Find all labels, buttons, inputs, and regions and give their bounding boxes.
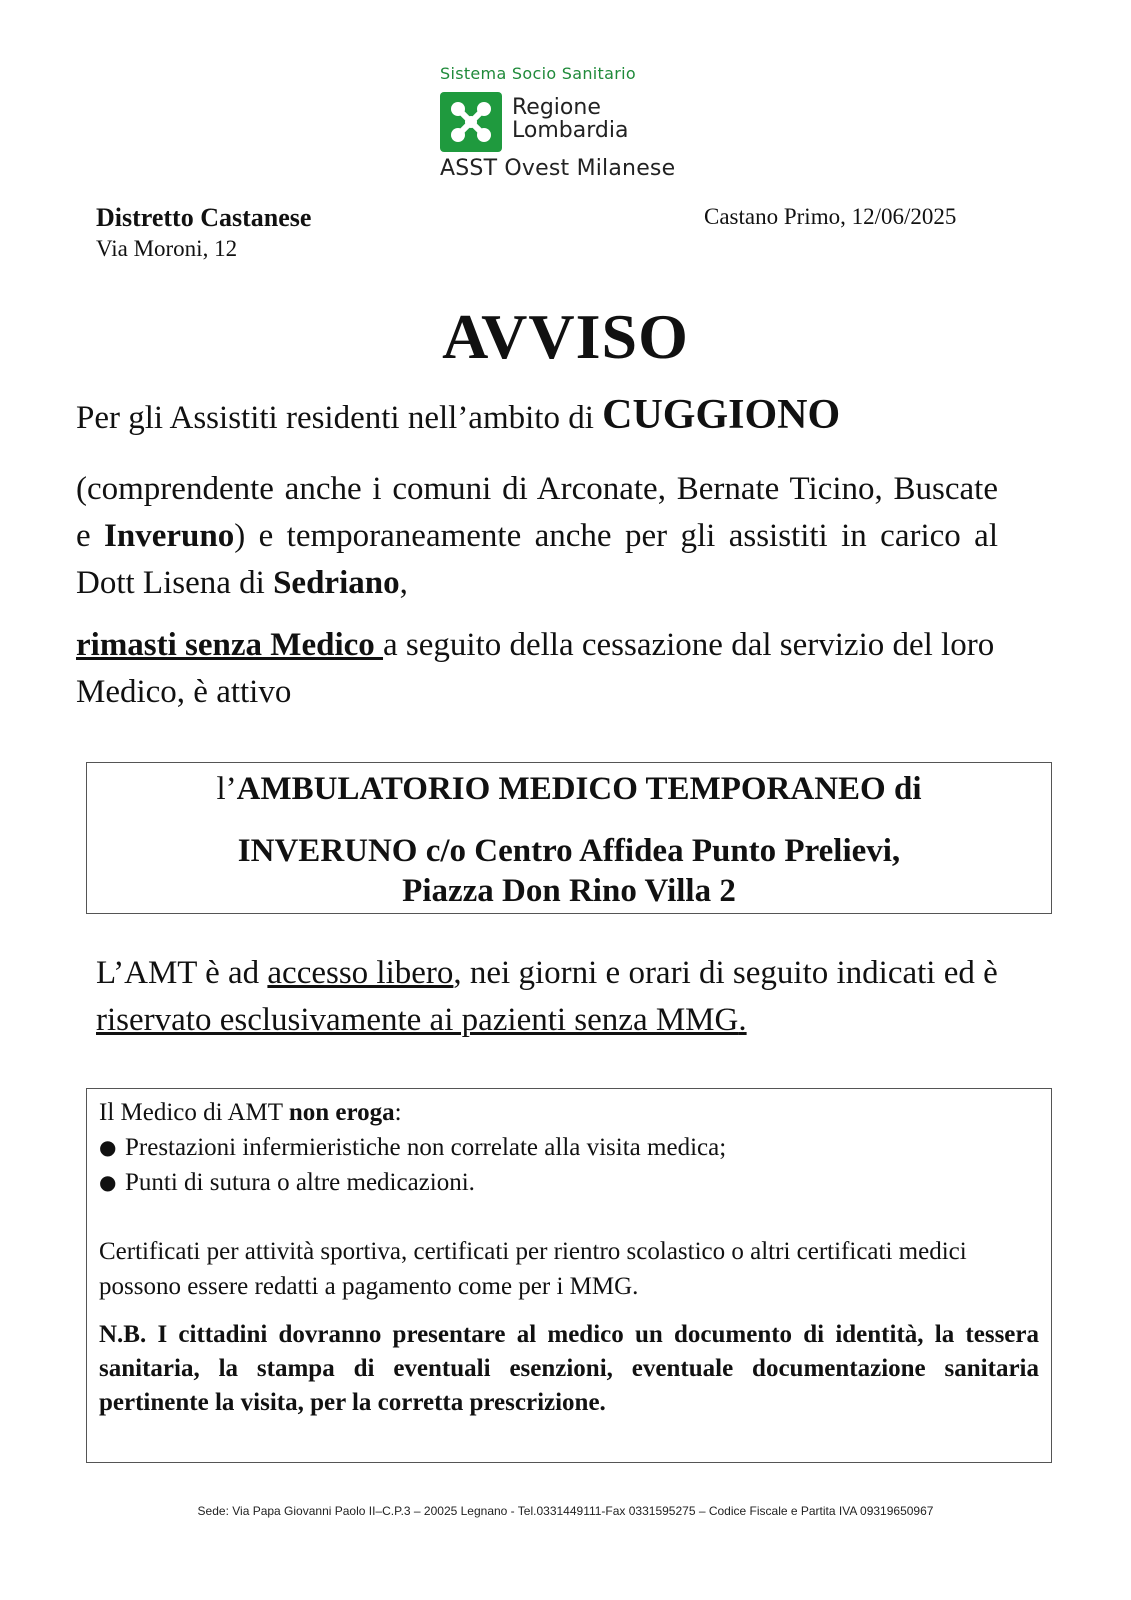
intro-p2-c: ) e temporaneamente anche per gli assistiti in carico al Dott Lisena di (76, 518, 998, 601)
intro-paragraph-3 (76, 622, 998, 716)
page-title: AVVISO (442, 301, 689, 372)
logo-asst-text: ASST Ovest Milanese (440, 156, 676, 181)
notes-certificati: Certificati per attività sportiva, certificati per rientro scolastico o altri certificati medici possono essere redatti a pagamento come per i MMG. (99, 1238, 967, 1300)
logo-regione-line2: Lombardia (512, 118, 629, 143)
intro-p2-inveruno: Inveruno (104, 518, 235, 554)
intro-paragraph-1 (76, 392, 998, 442)
district-address: Via Moroni, 12 (96, 236, 238, 261)
notes-lead-c: : (394, 1099, 402, 1126)
district-name: Distretto Castanese (96, 203, 312, 232)
notes-lead-a: Il Medico di AMT (99, 1099, 289, 1126)
ambulatorio-box (86, 762, 1052, 914)
logo-regione-line1: Regione (512, 95, 601, 120)
ambulatorio-name: AMBULATORIO MEDICO TEMPORANEO di (236, 771, 922, 807)
amt-riservato: riservato esclusivamente ai pazienti senza MMG (96, 1002, 739, 1038)
ambulatorio-line-2: INVERUNO c/o Centro Affidea Punto Prelievi, (237, 833, 901, 869)
ambulatorio-prefix: l’ (216, 771, 237, 807)
list-item (99, 1165, 1039, 1200)
intro-paragraph-2 (76, 466, 998, 607)
amt-a: L’AMT è ad (96, 955, 268, 991)
intro-p2-sedriano: Sedriano (273, 565, 400, 601)
intro-place-name: CUGGIONO (602, 392, 841, 438)
intro-p2-e: , (399, 565, 408, 601)
bullet-icon: ● (99, 1135, 117, 1159)
regione-lombardia-logo-icon (440, 92, 502, 152)
amt-accesso-libero: accesso libero (267, 955, 454, 991)
list-item-text: Prestazioni infermieristiche non correlate alla visita medica; (125, 1134, 727, 1161)
bullet-icon: ● (99, 1170, 117, 1194)
notes-lead (99, 1095, 1039, 1130)
intro-p3-text: a seguito della cessazione dal servizio del loro Medico, è attivo (76, 627, 995, 710)
footer: Sede: Via Papa Giovanni Paolo II–C.P.3 – 20025 Legnano - Tel.0331449111-Fax 0331595275 – Codice Fiscale e Partita IVA 09319650967 (197, 1504, 934, 1518)
ambulatorio-line-1 (87, 769, 1051, 809)
notes-nb: N.B. I cittadini dovranno presentare al medico un documento di identità, la tessera sanitaria, la stampa di eventuali esenzioni, eventuale documentazione sanitaria pertinente la visita, per la corretta prescrizione. (99, 1321, 1039, 1416)
notes-box (86, 1088, 1052, 1463)
logo-subtitle: Sistema Socio Sanitario (440, 64, 636, 83)
logo-regione-text (512, 96, 628, 142)
intro-p1-text: Per gli Assistiti residenti nell’ambito di (76, 400, 603, 436)
ambulatorio-line-3: Piazza Don Rino Villa 2 (402, 873, 736, 909)
list-item-text: Punti di sutura o altre medicazioni. (125, 1169, 475, 1196)
amt-paragraph (96, 950, 1056, 1044)
notes-lead-b: non eroga (288, 1099, 395, 1126)
amt-e: . (738, 1002, 747, 1038)
amt-c: , nei giorni e orari di seguito indicati ed è (453, 955, 998, 991)
place-date: Castano Primo, 12/06/2025 (704, 204, 957, 229)
list-item (99, 1130, 1039, 1165)
intro-p2-a: (comprendente anche i comuni di Arconate, Bernate Ticino, Buscate e (76, 471, 998, 554)
intro-p3-emphasis: rimasti senza Medico (76, 627, 384, 663)
